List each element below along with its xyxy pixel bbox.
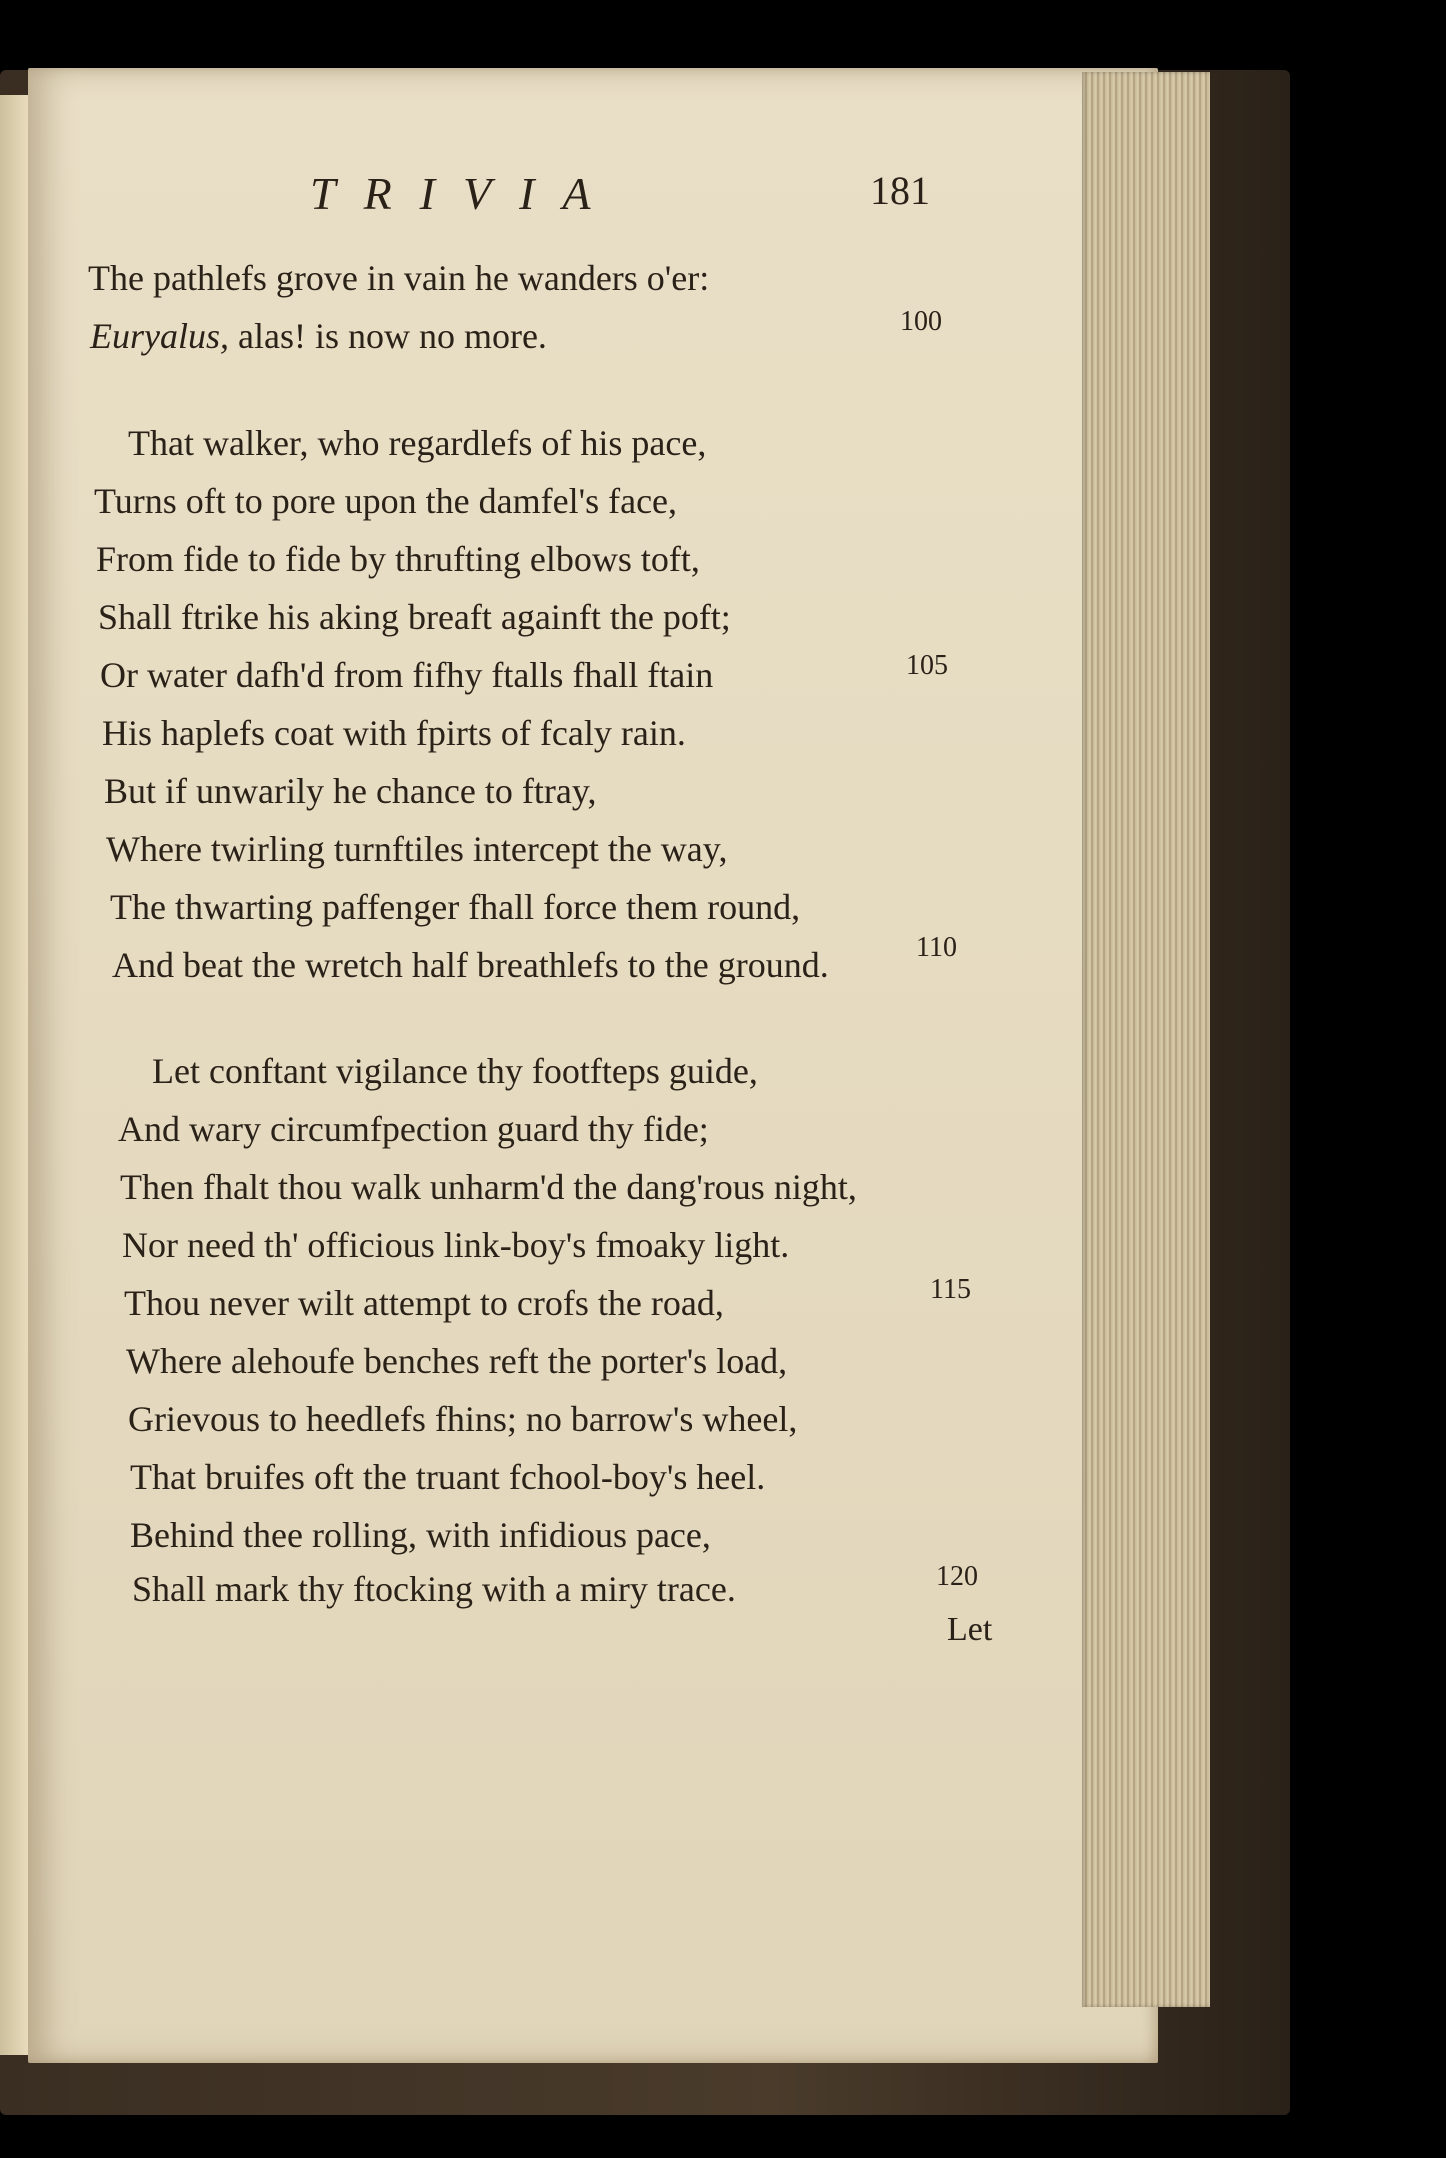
line-number: 105 <box>906 650 948 681</box>
running-head: TRIVIA <box>310 168 619 219</box>
page-number: 181 <box>870 168 930 213</box>
verse-line: Then fhalt thou walk unharm'd the dang'rous night, <box>120 1167 857 1207</box>
verse-line: His haplefs coat with fpirts of fcaly rain. <box>102 713 686 753</box>
verse-line: Or water dafh'd from fifhy ftalls fhall ftain <box>100 655 714 695</box>
verse-line: That walker, who regardlefs of his pace, <box>128 423 707 463</box>
line-number: 115 <box>930 1274 971 1305</box>
verse-line: Nor need th' officious link-boy's fmoaky light. <box>122 1225 790 1265</box>
verse-line: But if unwarily he chance to ftray, <box>104 771 597 811</box>
line-number: 100 <box>900 306 942 337</box>
verse-line: Let conftant vigilance thy footfteps guide, <box>152 1051 758 1091</box>
verse-line <box>90 313 547 359</box>
verse-line: Thou never wilt attempt to crofs the road, <box>124 1283 724 1323</box>
verse-line: From fide to fide by thrufting elbows toft, <box>96 539 700 579</box>
line-number: 110 <box>916 932 957 963</box>
verse-line: The pathlefs grove in vain he wanders o'er: <box>88 258 710 298</box>
verse-line: Where twirling turnftiles intercept the way, <box>106 829 728 869</box>
verse-line: Grievous to heedlefs fhins; no barrow's wheel, <box>128 1399 798 1439</box>
verse-line: That bruifes oft the truant fchool-boy's heel. <box>130 1457 766 1497</box>
line-number: 120 <box>936 1561 978 1592</box>
verse-line: Behind thee rolling, with infidious pace, <box>130 1515 711 1555</box>
verse-line: And beat the wretch half breathlefs to the ground. <box>112 945 829 985</box>
verse-line: Where alehoufe benches reft the porter's load, <box>126 1341 788 1381</box>
verse-italic-word: Euryalus, <box>90 316 229 356</box>
verse-line: Shall ftrike his aking breaft againft the poft; <box>98 597 731 637</box>
verse-line: Turns oft to pore upon the damfel's face, <box>94 481 678 521</box>
catchword: Let <box>947 1611 993 1648</box>
verse-line: Shall mark thy ftocking with a miry trace. <box>132 1569 736 1609</box>
verse-line-text: alas! is now no more. <box>229 316 547 356</box>
verse-line: And wary circumfpection guard thy fide; <box>118 1109 709 1149</box>
verse-line: The thwarting paffenger fhall force them round, <box>110 887 801 927</box>
